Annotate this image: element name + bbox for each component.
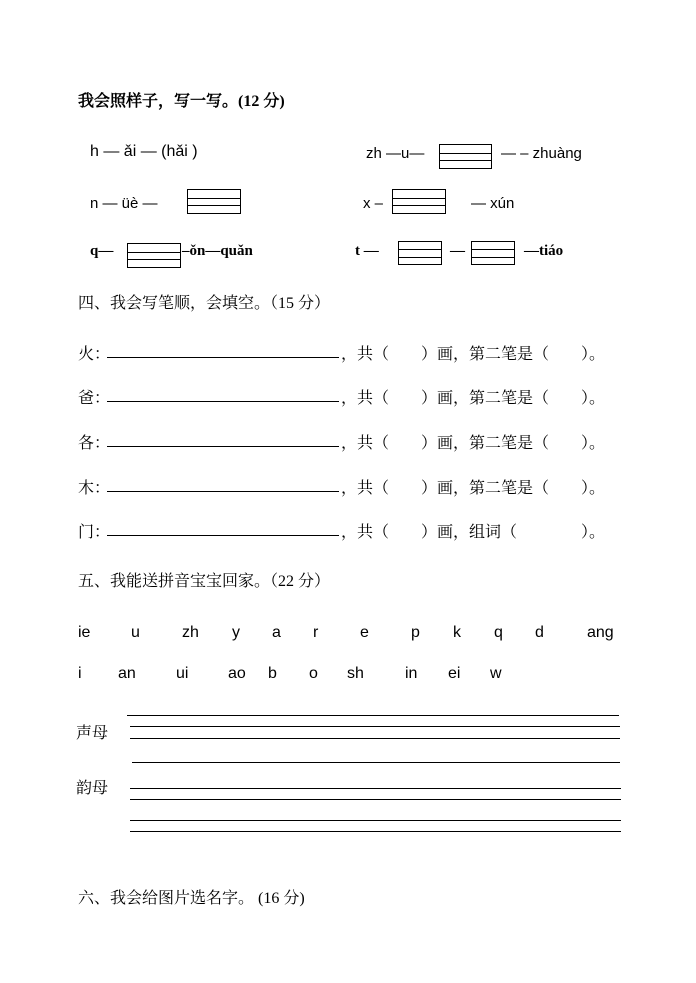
- stroke-order-blank[interactable]: [107, 357, 339, 358]
- answer-box-t[interactable]: [398, 241, 442, 265]
- writing-line: [130, 799, 621, 800]
- example-row1-left: h — ǎi — (hǎi ): [90, 143, 198, 160]
- stroke-order-blank[interactable]: [107, 535, 339, 536]
- example-row2-right-b: — xún: [471, 195, 515, 212]
- answer-box-zhuang[interactable]: [439, 144, 492, 169]
- stroke-char: 门：: [78, 522, 111, 541]
- pinyin-item: an: [118, 665, 136, 682]
- stroke-char: 火：: [78, 344, 111, 363]
- stroke-question: ，共（ ）画，第二笔是（ ）。: [341, 433, 606, 452]
- writing-line: [130, 726, 620, 727]
- stroke-order-blank[interactable]: [107, 446, 339, 447]
- pinyin-item: u: [131, 624, 140, 641]
- section4-title: 四、我会写笔顺，会填空。（15 分）: [78, 295, 331, 312]
- stroke-question: ，共（ ）画，组词（ ）。: [341, 522, 606, 541]
- shengmu-label: 声母: [76, 723, 109, 742]
- section3-title: 我会照样子，写一写。(12 分): [78, 93, 285, 110]
- section5-title: 五、我能送拼音宝宝回家。（22 分）: [78, 573, 331, 590]
- pinyin-item: ui: [176, 665, 189, 682]
- pinyin-item: ao: [228, 665, 246, 682]
- answer-box-iao[interactable]: [471, 241, 515, 265]
- writing-line: [130, 820, 621, 821]
- writing-line: [132, 762, 620, 763]
- example-row1-right-b: — – zhuàng: [501, 145, 582, 162]
- stroke-order-blank[interactable]: [107, 491, 339, 492]
- pinyin-item: ie: [78, 624, 91, 641]
- example-row3-right-b: —: [450, 243, 465, 259]
- stroke-char: 爸：: [78, 388, 111, 407]
- section6-title-text: 六、我会给图片选名字。 (16 分): [78, 890, 305, 907]
- pinyin-item: ei: [448, 665, 461, 682]
- example-row1-right-a: zh —u—: [366, 145, 425, 162]
- pinyin-item: b: [268, 665, 277, 682]
- yunmu-label: 韵母: [76, 778, 109, 797]
- stroke-order-blank[interactable]: [107, 401, 339, 402]
- stroke-question: ，共（ ）画，第二笔是（ ）。: [341, 478, 606, 497]
- section6-title: [78, 885, 305, 908]
- example-row3-right-a: t —: [355, 243, 379, 259]
- answer-box-nue[interactable]: [187, 189, 241, 214]
- example-row2-left: n — üè —: [90, 195, 158, 212]
- pinyin-item: e: [360, 624, 369, 641]
- answer-box-quan[interactable]: [127, 243, 181, 268]
- example-row3-right-c: —tiáo: [524, 243, 564, 259]
- pinyin-item: q: [494, 624, 503, 641]
- pinyin-item: zh: [182, 624, 199, 641]
- pinyin-item: d: [535, 624, 544, 641]
- pinyin-item: k: [453, 624, 461, 641]
- stroke-char: 各：: [78, 433, 111, 452]
- pinyin-item: ang: [587, 624, 614, 641]
- writing-line: [130, 788, 621, 789]
- stroke-char: 木：: [78, 478, 111, 497]
- writing-line: [130, 831, 621, 832]
- pinyin-item: in: [405, 665, 418, 682]
- pinyin-item: y: [232, 624, 240, 641]
- stroke-question: ，共（ ）画，第二笔是（ ）。: [341, 388, 606, 407]
- pinyin-item: r: [313, 624, 319, 641]
- writing-line: [130, 738, 620, 739]
- pinyin-item: w: [490, 665, 502, 682]
- pinyin-item: a: [272, 624, 281, 641]
- writing-line: [127, 715, 619, 716]
- example-row3-left-a: q—: [90, 243, 114, 259]
- pinyin-item: p: [411, 624, 420, 641]
- answer-box-xun[interactable]: [392, 189, 446, 214]
- example-row3-left-b: –ǒn—quǎn: [182, 243, 253, 259]
- pinyin-item: sh: [347, 665, 364, 682]
- pinyin-item: i: [78, 665, 82, 682]
- stroke-question: ，共（ ）画，第二笔是（ ）。: [341, 344, 606, 363]
- pinyin-item: o: [309, 665, 318, 682]
- example-row2-right-a: x –: [363, 195, 384, 212]
